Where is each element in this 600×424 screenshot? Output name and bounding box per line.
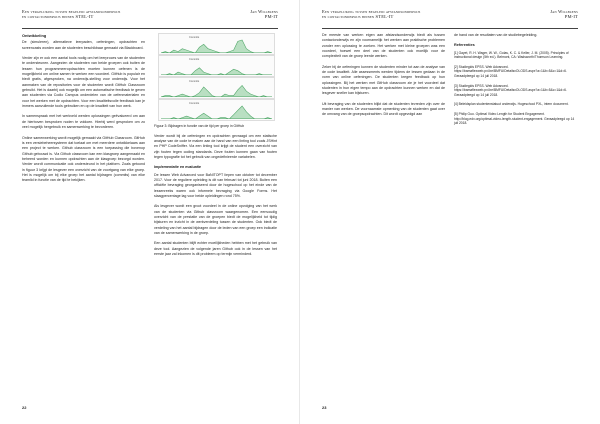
header-author-block xyxy=(508,9,578,20)
commit-figure xyxy=(154,33,277,121)
panel-title: Commits xyxy=(189,80,200,83)
reference-item: [5] Philip Guo. Optimal Video Length for Student Engagement. http://blog.edx.org/optimal-video-length-student-engagement. Geraadpleegd op 14 juli 2018. xyxy=(454,112,575,126)
header-title-line-2: en contactonderwijs binnen STEL-IT xyxy=(22,14,94,20)
panel-title: Commits xyxy=(189,58,200,61)
subsection-title: Implementatie en evaluatie xyxy=(154,165,201,170)
page-number: 22 xyxy=(22,405,27,410)
running-header xyxy=(322,8,578,29)
commit-chart xyxy=(161,83,272,97)
paragraph: de hand van de resultaten van de studiebegeleiding. xyxy=(454,33,538,37)
reference-item: [4] Beleidsplan studentenstatuut onderwijs. Hogeschool PXL, intern document. xyxy=(454,102,569,107)
reference-item: [1] Gayet, R. H. Wager, W. W., Golas, K. C. & Keller, J. M. (2005). Principles of instructional design (5th ed.). Belmont, CA: Wadsworth/Thomson Learning. xyxy=(454,50,569,60)
paragraph: De lessen Web Advanced voor BaNITOPT liepen van oktober tot december 2017. Voor de reguliere opleiding is dit van februari tot juni 2018. Buiten een officiële bevraging georganiseerd door de hogeschool op het einde van de lessenreeks waren ook informele bevraging via Google Forms. Het slaagpercentage lag voor beide opleidingen rond 75%. xyxy=(154,172,277,199)
paragraph: Verder zijn er ook een aantal tools nodig om het leerproces van de studenten te ondersteunen. Aangezien de studenten van beide groepen ook buiten de lessen hun programmeeropdrachten moeten kunnen oefenen is de mogelijkheid om online samen te werken een voordeel. GitHub is populair en biedt gratis, afgesproken, na onderwijs-stelling voor onderwijs. Voor het aanmaken van de repositories voor de studenten wordt GitHub Classroom gebruikt. Het is daarbij ook mogelijk om een automatische feedback te geven aan studenten via Codio Campus onderdelen van de oefenmaterialen en voor het werken met de opdrachten. Voor een kwaliteitsvolle feedback kan je immers aanvullende tools gebruiken en op de kwaliteit van hun werk. xyxy=(22,56,145,109)
reference-item: [2] Studiegids EPSS. Web Advanced. https://bamaflexweb.pxl.be/BMFUIDetailsxOLODS.aspx?a=1&b=5&c=1&d=6. Geraadpleegd op 14 juli 2018. xyxy=(454,64,567,79)
paragraph: Verder wordt bij de oefeningen en opdrachten gevraagd om een statische analyse van de code te maken aan de hand van een linting tool zoals JSHint en PHP CodeSniffer. Via een linting tool krijgt de student een overzicht van zijn fouten tegen coding standards. Deze fouten kunnen gaan van fouten tegen typografie tot het gebruik van ongedefinieerde variabelen. xyxy=(154,133,277,159)
section-title: Ontwikkeling xyxy=(22,33,47,38)
commit-chart xyxy=(161,61,272,75)
commit-area xyxy=(161,40,272,53)
paragraph: Zeker bij de oefeningen kunnen de studenten minder tot aan de analyse van de code kwaliteit. Alle assessments werden tijdens de lessen gedaan in de vorm van online oefeningen. De studenten kregen feedback op hun oplossingen. Bij het werken met GitHub classroom zie je het voordeel dat studenten in hun eigen tempo aan de opdrachten kunnen werken en dat de lesgever sneller kan bijsturen. xyxy=(322,64,445,96)
header-author: Jan Willekens xyxy=(250,9,278,14)
paragraph: Online samenwerking wordt mogelijk gemaakt via GitHub Classroom. GitHub is een versiebeheersysteem dat toelaat om met meerdere ontwikkelaars aan een project te werken. Github classroom is een toepassing die bovenop Github gebouwd is. Via Github classroom kan een klasgroep aangemaakt en beheerd worden en kunnen opdrachten aan de klasgroep bezorgd worden. Verder wordt communicatie ook ondersteund in het platform. Zoals getoond in figuur 3 krijgt de lesgever een overzicht van de voortgang van elke groep. Het is mogelijk om bij elke groep het aantal bijdragen (commits) van elke teamlid in functie van de tijd te bekijken. xyxy=(22,135,145,183)
commit-chart-panel xyxy=(158,33,275,55)
paragraph: Een aantal studenten blijft echter moeilijkheden hebben met het gebruik van deze tool. Aangezien de volgende jaren Github ook in de lessen van het eerste jaar zal inkomen is dit probleem op termijn verminderd. xyxy=(154,241,277,257)
commit-area xyxy=(161,85,272,97)
commit-chart xyxy=(161,39,272,53)
header-author-block xyxy=(208,9,278,20)
header-title-line-1: Een vergelijking tussen begeleid afstandsonderwijs xyxy=(22,9,121,14)
header-title-line-1: Een vergelijking tussen begeleid afstandsonderwijs xyxy=(322,9,421,14)
header-author: Jan Willekens xyxy=(550,9,578,14)
paragraph: Als lesgever wordt een groot voordeel in de online opvolging van het werk van de studenten via Github classroom waargenomen. Een eenvoudig overzicht van de prestatie van de groepen biedt de mogelijkheid tot tijdig bijsturen en inzicht in de werkverdeling tussen de studenten. Ook biedt de verdeling van het aantal bijdragen door de leden van een groep een indicatie van de samenwerking in de groep. xyxy=(154,204,277,236)
header-title-line-2: en contactonderwijs binnen STEL-IT xyxy=(322,14,394,20)
header-code: PM-IT xyxy=(264,14,278,20)
running-header xyxy=(22,8,278,29)
right-page xyxy=(300,0,600,424)
header-code: PM-IT xyxy=(564,14,578,20)
commit-chart-panel xyxy=(158,77,275,99)
paragraph: De meeste van werken eigen aan afstandsonderwijs biedt als tussen contactonderwijs en zijn voornamelijk het werken aan praktische problemen zonder een oplossing te zoeken. Het werken met kleine groepen was een voordeel, hoewel een deel van de studenten ook moeilijk voor de complexiteit van de groep leerde werken. xyxy=(322,33,445,59)
commit-chart-panel xyxy=(158,99,275,121)
figure-caption: Figuur 3: Bijdragen in functie van de tijd per groep in GitHub xyxy=(154,124,245,128)
panel-title: Commits xyxy=(189,102,200,105)
right-column-2 xyxy=(454,33,577,131)
commit-area xyxy=(161,106,272,119)
commit-area xyxy=(161,68,272,75)
left-column-1 xyxy=(22,33,145,189)
commit-chart-panel xyxy=(158,55,275,77)
header-title xyxy=(322,9,492,20)
references-title: Referenties xyxy=(454,43,475,48)
commit-chart xyxy=(161,105,272,119)
paragraph: De (simuleren), alternatieve leerpaden, oefeningen, opdrachten en screencasts worden aan de studenten beschikbaar gemaakt via Blackboard. xyxy=(22,40,145,50)
panel-title: Commits xyxy=(189,36,200,39)
right-column-1 xyxy=(322,33,445,123)
left-column-2 xyxy=(154,33,277,262)
reference-item: [3] Studiegids EPSS. Web Advanced. https://bamaflexweb.pxl.be/BMFUIDetailsxOLODS.aspx?a=1&b=5&c=1&d=6. Geraadpleegd op 14 juli 2018. xyxy=(454,83,567,97)
page-number: 23 xyxy=(322,405,327,410)
paragraph: Uit bevraging van de studenten blijkt dat de studenten tevreden zijn over de manier van werken. De voornaamste opmerking van de studenten gaat over de omvang van de groepsopdrachten. Dit wordt opgevolgd aan xyxy=(322,101,445,117)
header-title xyxy=(22,9,192,20)
paragraph: In samenspraak met het werkveld werden oplossingen geëvalueerd om aan de hierboven besproken noden te voldoen. Hierbij werd gesproken om zo veel mogelijk hergebruik en samenwerking te bevorderen. xyxy=(22,114,145,130)
